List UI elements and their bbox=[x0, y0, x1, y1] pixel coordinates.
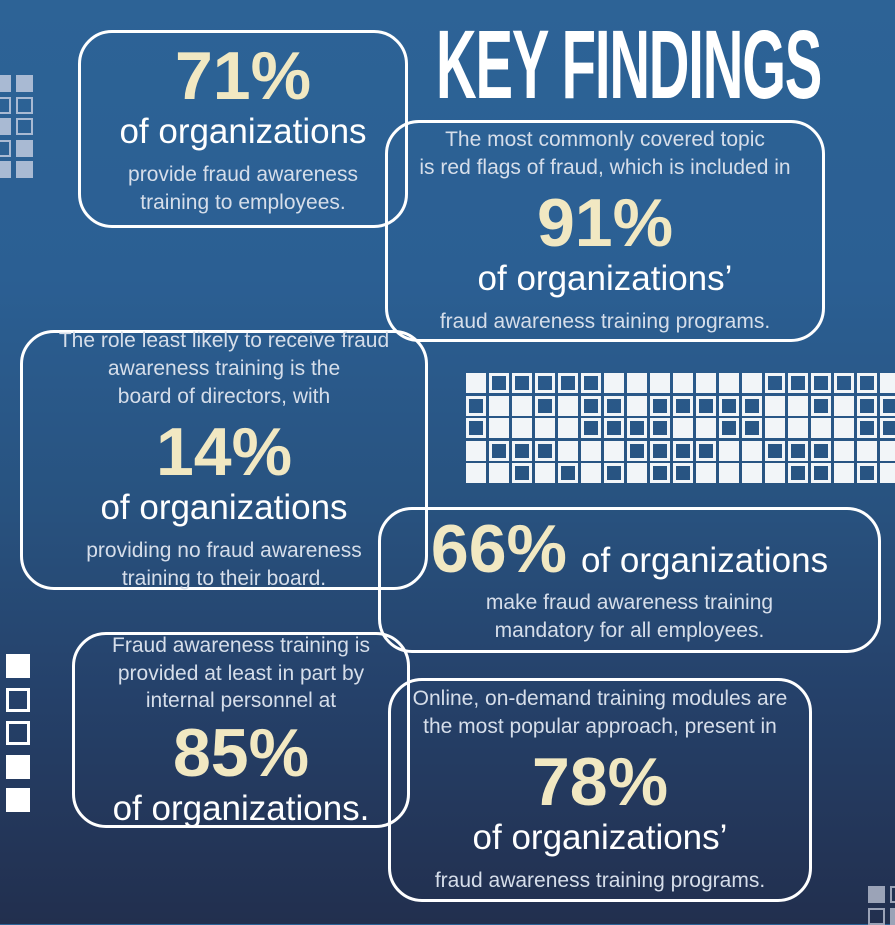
decor-square-filled bbox=[466, 463, 486, 483]
stat-lead: Fraud awareness training is provided at least in part by internal personnel at bbox=[112, 633, 370, 713]
decor-square-filled bbox=[673, 418, 693, 438]
decor-square-filled bbox=[558, 396, 578, 416]
decor-square-filled bbox=[696, 463, 716, 483]
decor-square-outline bbox=[627, 418, 647, 438]
decor-square-filled bbox=[581, 441, 601, 461]
decor-square-outline bbox=[604, 418, 624, 438]
stat-value: 91% bbox=[536, 185, 674, 262]
stat-card-91 bbox=[385, 120, 825, 342]
decor-square-outline bbox=[811, 396, 831, 416]
decor-square-filled bbox=[742, 373, 762, 393]
decor-square-outline bbox=[466, 418, 486, 438]
decor-square-filled bbox=[788, 418, 808, 438]
decor-square-filled bbox=[604, 373, 624, 393]
decor-square-filled bbox=[880, 463, 895, 483]
decor-square-filled bbox=[765, 396, 785, 416]
decor-square-filled bbox=[489, 418, 509, 438]
decor-square-filled bbox=[0, 75, 11, 92]
decor-square-outline bbox=[880, 418, 895, 438]
decor-square-filled bbox=[6, 755, 30, 779]
decor-square-outline bbox=[857, 396, 877, 416]
decor-square-outline bbox=[880, 396, 895, 416]
decor-square-filled bbox=[834, 441, 854, 461]
stat-value: 85% bbox=[172, 714, 310, 791]
decor-square-outline bbox=[604, 463, 624, 483]
stat-unit-label: of organizations bbox=[581, 541, 829, 581]
decor-square-outline bbox=[489, 373, 509, 393]
decor-square-outline bbox=[834, 373, 854, 393]
decor-square-filled bbox=[466, 441, 486, 461]
decor-square-outline bbox=[857, 373, 877, 393]
decor-square-filled bbox=[788, 396, 808, 416]
stat-unit-label: of organizations’ bbox=[472, 818, 728, 858]
stat-caption: providing no fraud awareness training to their board. bbox=[86, 539, 362, 591]
stat-lead: Online, on-demand training modules are the most popular approach, present in bbox=[412, 686, 788, 738]
decor-square-filled bbox=[627, 396, 647, 416]
decor-square-filled bbox=[16, 140, 33, 157]
decor-square-outline bbox=[558, 463, 578, 483]
decor-square-filled bbox=[6, 654, 30, 678]
stat-unit-label: of organizations. bbox=[112, 788, 370, 828]
decor-square-outline bbox=[535, 441, 555, 461]
decor-square-filled bbox=[489, 463, 509, 483]
decor-square-outline bbox=[466, 396, 486, 416]
decor-square-outline bbox=[857, 418, 877, 438]
decor-square-outline bbox=[581, 418, 601, 438]
decor-square-outline bbox=[16, 97, 33, 114]
stat-card-14 bbox=[20, 330, 428, 590]
stat-unit-label: of organizations bbox=[100, 488, 348, 528]
stat-value: 66% bbox=[430, 511, 567, 588]
decor-square-filled bbox=[765, 418, 785, 438]
decor-square-outline bbox=[673, 441, 693, 461]
decor-square-outline bbox=[512, 441, 532, 461]
decor-square-filled bbox=[719, 463, 739, 483]
decor-square-filled bbox=[558, 418, 578, 438]
stat-value: 71% bbox=[174, 37, 312, 114]
stat-card-71 bbox=[78, 30, 408, 228]
stat-caption: make fraud awareness training mandatory for all employees. bbox=[485, 591, 774, 642]
stat-inline-row bbox=[430, 511, 829, 588]
decor-square-outline bbox=[811, 463, 831, 483]
stat-value: 14% bbox=[155, 414, 293, 491]
decor-square-filled bbox=[581, 463, 601, 483]
decor-square-filled bbox=[512, 396, 532, 416]
decor-square-outline bbox=[868, 908, 885, 925]
decor-square-filled bbox=[765, 463, 785, 483]
decor-square-outline bbox=[581, 373, 601, 393]
decor-square-outline bbox=[650, 463, 670, 483]
decor-square-outline bbox=[650, 396, 670, 416]
decor-square-outline bbox=[0, 97, 11, 114]
decor-square-filled bbox=[834, 396, 854, 416]
decor-square-filled bbox=[696, 418, 716, 438]
decor-square-outline bbox=[512, 373, 532, 393]
decor-square-outline bbox=[535, 396, 555, 416]
decor-square-filled bbox=[673, 373, 693, 393]
stat-caption: provide fraud awareness training to employees. bbox=[128, 162, 358, 214]
decor-square-outline bbox=[811, 373, 831, 393]
decor-square-filled bbox=[466, 373, 486, 393]
stat-unit-label: of organizations’ bbox=[477, 259, 733, 299]
decor-square-filled bbox=[6, 788, 30, 812]
decor-square-outline bbox=[742, 418, 762, 438]
decor-square-outline bbox=[16, 118, 33, 135]
decor-square-filled bbox=[696, 373, 716, 393]
decor-square-outline bbox=[857, 463, 877, 483]
decor-square-outline bbox=[719, 396, 739, 416]
stat-card-78 bbox=[388, 678, 812, 902]
decor-square-outline bbox=[788, 463, 808, 483]
page-title: KEY FINDINGS bbox=[436, 10, 822, 119]
decor-square-outline bbox=[604, 396, 624, 416]
decor-squares-left bbox=[6, 654, 30, 812]
decor-square-filled bbox=[650, 373, 670, 393]
decor-square-filled bbox=[834, 463, 854, 483]
decor-squares-grid bbox=[466, 373, 895, 483]
decor-square-filled bbox=[880, 373, 895, 393]
decor-square-outline bbox=[0, 140, 11, 157]
decor-square-outline bbox=[650, 441, 670, 461]
decor-square-outline bbox=[742, 396, 762, 416]
decor-square-filled bbox=[489, 396, 509, 416]
decor-square-outline bbox=[788, 373, 808, 393]
decor-square-outline bbox=[719, 418, 739, 438]
decor-square-filled bbox=[719, 441, 739, 461]
decor-square-filled bbox=[535, 463, 555, 483]
decor-square-outline bbox=[696, 441, 716, 461]
decor-square-filled bbox=[719, 373, 739, 393]
decor-square-filled bbox=[880, 441, 895, 461]
decor-square-filled bbox=[627, 373, 647, 393]
stat-lead: The role least likely to receive fraud awareness training is the board of directors, with bbox=[58, 329, 390, 408]
decor-square-outline bbox=[535, 373, 555, 393]
decor-squares-top-left bbox=[0, 75, 33, 178]
decor-square-filled bbox=[535, 418, 555, 438]
decor-square-filled bbox=[604, 441, 624, 461]
stat-value: 78% bbox=[531, 744, 669, 821]
decor-square-outline bbox=[489, 441, 509, 461]
decor-square-filled bbox=[0, 161, 11, 178]
decor-square-filled bbox=[868, 886, 885, 903]
decor-square-filled bbox=[742, 463, 762, 483]
decor-square-filled bbox=[558, 441, 578, 461]
decor-square-outline bbox=[581, 396, 601, 416]
stat-lead: The most commonly covered topic is red flags of fraud, which is included in bbox=[419, 127, 791, 179]
stat-card-66 bbox=[378, 507, 881, 653]
decor-square-filled bbox=[890, 908, 895, 925]
decor-squares-bottom-right bbox=[868, 886, 895, 925]
decor-square-outline bbox=[696, 396, 716, 416]
stat-unit-label: of organizations bbox=[119, 111, 367, 151]
decor-square-filled bbox=[0, 118, 11, 135]
decor-square-outline bbox=[512, 463, 532, 483]
decor-square-outline bbox=[627, 441, 647, 461]
decor-square-outline bbox=[765, 373, 785, 393]
decor-square-outline bbox=[788, 441, 808, 461]
decor-square-filled bbox=[16, 75, 33, 92]
decor-square-outline bbox=[765, 441, 785, 461]
stat-caption: fraud awareness training programs. bbox=[439, 310, 771, 334]
decor-square-outline bbox=[811, 441, 831, 461]
stat-caption: fraud awareness training programs. bbox=[434, 869, 766, 893]
decor-square-outline bbox=[673, 396, 693, 416]
decor-square-filled bbox=[627, 463, 647, 483]
decor-square-outline bbox=[673, 463, 693, 483]
decor-square-outline bbox=[558, 373, 578, 393]
decor-square-outline bbox=[650, 418, 670, 438]
decor-square-outline bbox=[6, 688, 30, 712]
decor-square-outline bbox=[6, 721, 30, 745]
decor-square-filled bbox=[742, 441, 762, 461]
decor-square-filled bbox=[834, 418, 854, 438]
decor-square-filled bbox=[16, 161, 33, 178]
decor-square-filled bbox=[857, 441, 877, 461]
decor-square-filled bbox=[811, 418, 831, 438]
decor-square-outline bbox=[890, 886, 895, 903]
stat-card-85 bbox=[72, 632, 410, 828]
decor-square-filled bbox=[512, 418, 532, 438]
